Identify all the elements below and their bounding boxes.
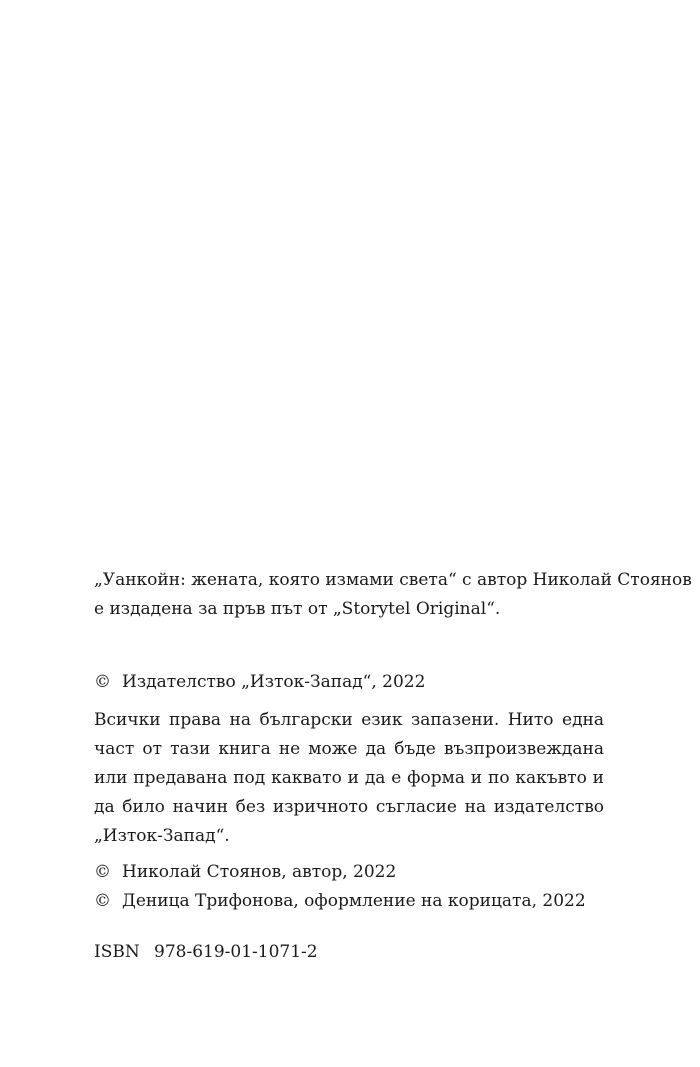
publication-note [94,566,692,624]
credit-author [94,858,604,887]
publication-note-line-1: „Уанкойн: жената, която измами света“ с автор Николай Стоянов [94,570,692,590]
publication-note-line-2: е издадена за пръв път от „Storytel Original“. [94,599,501,619]
publisher-copyright-text: Издателство „Изток-Запад“, 2022 [122,672,426,692]
isbn-value: 978-619-01-1071-2 [154,942,318,962]
copyright-symbol: © [94,672,111,692]
credit-author-text: Николай Стоянов, автор, 2022 [122,862,397,882]
copyright-symbol: © [94,891,111,911]
credit-cover [94,887,604,916]
credit-cover-text: Деница Трифонова, оформление на корицата, 2022 [122,891,586,911]
publisher-copyright [94,668,604,697]
rights-statement-text: Всички права на български език запазени. Нито една част от тази книга не може да бъде възпроизвеждана или предавана под каквато и да е форма и по какъвто и да било начин без изричното съгласие на издателство „Изток-Запад“. [94,710,604,846]
copyright-page [94,0,692,1067]
rights-statement [94,706,604,851]
copyright-symbol: © [94,862,111,882]
isbn [94,938,604,967]
isbn-label: ISBN [94,942,140,962]
credits [94,858,604,916]
